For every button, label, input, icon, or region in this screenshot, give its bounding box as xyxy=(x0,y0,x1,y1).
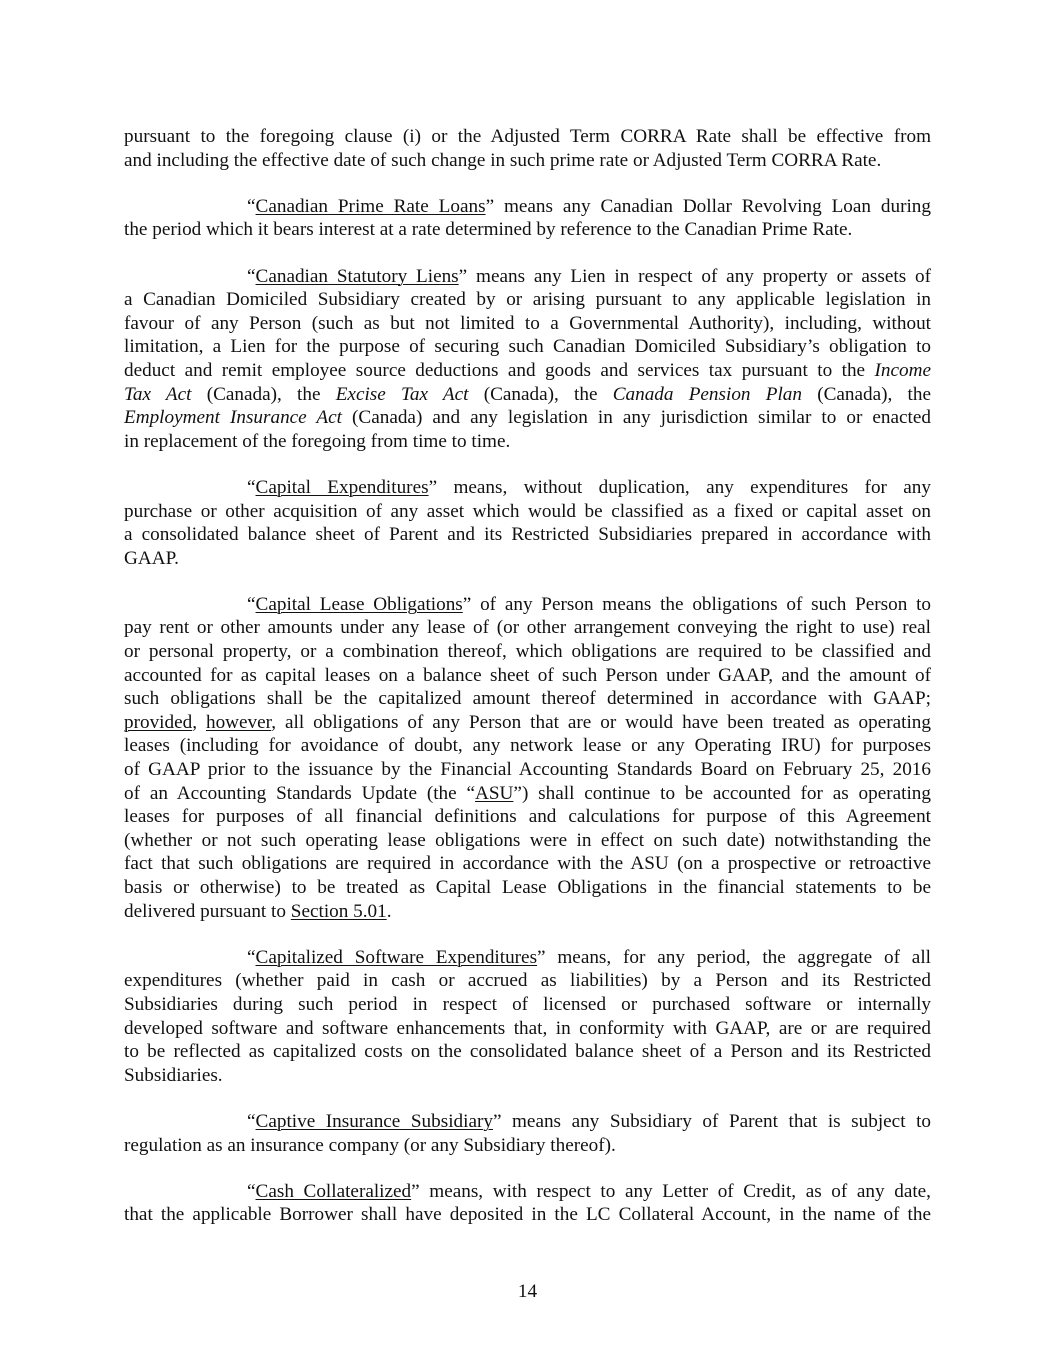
text-run: “ xyxy=(247,1110,256,1132)
statute-title: Canada Pension Plan xyxy=(612,383,802,405)
definition-paragraph xyxy=(124,476,931,570)
text-line xyxy=(124,876,931,900)
text-run: Subsidiaries during such period in respect of licensed or purchased software or internally xyxy=(124,993,931,1015)
text-line xyxy=(124,758,931,782)
statute-title: Employment Insurance Act xyxy=(124,407,342,429)
text-run: a Canadian Domiciled Subsidiary created by or arising pursuant to any applicable legislation in xyxy=(124,289,931,311)
text-line xyxy=(124,734,931,758)
statute-title: Tax Act xyxy=(124,383,192,405)
text-run: “ xyxy=(247,1180,256,1202)
text-run: to be reflected as capitalized costs on the consolidated balance sheet of a Person and its Restricted xyxy=(124,1041,931,1063)
text-line xyxy=(124,1040,931,1064)
text-line xyxy=(124,195,931,219)
text-run: ” means any Subsidiary of Parent that is subject to xyxy=(492,1110,931,1132)
text-line xyxy=(124,1064,931,1088)
text-run: “ xyxy=(247,195,256,217)
text-run: of GAAP prior to the issuance by the Financial Accounting Standards Board on February 25, 2016 xyxy=(124,759,931,781)
text-run: developed software and software enhancements that, in conformity with GAAP, are or are required xyxy=(124,1017,931,1039)
defined-term: ASU xyxy=(475,782,514,804)
document-body xyxy=(124,125,931,1250)
text-line xyxy=(124,664,931,688)
text-line xyxy=(124,1203,931,1227)
text-line xyxy=(124,335,931,359)
text-line xyxy=(124,640,931,664)
definition-paragraph xyxy=(124,1110,931,1157)
text-run: (Canada) and any legislation in any jurisdiction similar to or enacted xyxy=(341,407,931,429)
text-run: ” means, for any period, the aggregate of all xyxy=(537,946,931,968)
text-run: the period which it bears interest at a rate determined by reference to the Canadian Prime Rate. xyxy=(124,219,853,241)
text-line xyxy=(124,687,931,711)
definition-paragraph xyxy=(124,593,931,923)
text-run: (whether or not such operating lease obligations were in effect on such date) notwithstanding the xyxy=(124,829,931,851)
text-run: “ xyxy=(247,946,256,968)
defined-term: Capital Expenditures xyxy=(255,476,429,498)
text-line xyxy=(124,1110,931,1134)
text-run: . xyxy=(386,900,392,922)
text-run: such obligations shall be the capitalized amount thereof determined in accordance with GAAP; xyxy=(124,688,931,710)
text-line xyxy=(124,782,931,806)
text-line xyxy=(124,969,931,993)
text-run: purchase or other acquisition of any asset which would be classified as a fixed or capital asset on xyxy=(124,500,931,522)
text-line xyxy=(124,500,931,524)
defined-term: Section 5.01 xyxy=(290,900,387,922)
text-run: ” means any Canadian Dollar Revolving Loan during xyxy=(485,195,931,217)
text-run: basis or otherwise) to be treated as Capital Lease Obligations in the financial statements to be xyxy=(124,877,931,898)
text-run: leases (including for avoidance of doubt, any network lease or any Operating IRU) for purposes xyxy=(124,735,931,757)
text-line xyxy=(124,547,931,571)
text-run: , xyxy=(192,711,206,733)
text-line xyxy=(124,852,931,876)
text-run: “ xyxy=(247,265,256,287)
text-run: leases for purposes of all financial definitions and calculations for purpose of this Agreement xyxy=(124,806,931,828)
text-run: ” means, without duplication, any expenditures for any xyxy=(428,476,931,498)
text-line xyxy=(124,476,931,500)
text-line xyxy=(124,1134,931,1158)
text-line xyxy=(124,406,931,430)
text-run: delivered pursuant to xyxy=(124,900,291,922)
text-run: GAAP. xyxy=(124,547,179,569)
text-run: a consolidated balance sheet of Parent and its Restricted Subsidiaries prepared in accordance with xyxy=(124,524,931,546)
text-line xyxy=(124,829,931,853)
text-line xyxy=(124,711,931,735)
text-run: favour of any Person (such as but not limited to a Governmental Authority), including, without xyxy=(124,312,931,334)
text-run: “ xyxy=(247,476,256,498)
defined-term: Captive Insurance Subsidiary xyxy=(255,1110,493,1132)
text-line xyxy=(124,359,931,383)
text-run: that the applicable Borrower shall have deposited in the LC Collateral Account, in the name of the xyxy=(124,1204,931,1226)
text-run: (Canada), the xyxy=(468,383,613,405)
text-run: expenditures (whether paid in cash or accrued as liabilities) by a Person and its Restricted xyxy=(124,970,931,992)
text-line xyxy=(124,946,931,970)
text-run: regulation as an insurance company (or any Subsidiary thereof). xyxy=(124,1134,616,1156)
defined-term: Canadian Prime Rate Loans xyxy=(255,195,486,217)
text-line xyxy=(124,383,931,407)
text-line xyxy=(124,900,931,924)
defined-term: Cash Collateralized xyxy=(255,1180,412,1202)
text-line xyxy=(124,523,931,547)
definition-paragraph xyxy=(124,946,931,1088)
text-run: deduct and remit employee source deductions and goods and services tax pursuant to the xyxy=(124,359,875,381)
text-line xyxy=(124,312,931,336)
text-run: pay rent or other amounts under any lease of (or other arrangement conveying the right to use) real xyxy=(124,617,931,639)
text-line xyxy=(124,218,931,242)
text-line xyxy=(124,1017,931,1041)
text-run: in replacement of the foregoing from time to time. xyxy=(124,430,511,452)
text-run: pursuant to the foregoing clause (i) or the Adjusted Term CORRA Rate shall be effective from xyxy=(124,126,931,147)
text-run: fact that such obligations are required in accordance with the ASU (on a prospective or retroactive xyxy=(124,853,931,875)
text-line xyxy=(124,265,931,289)
text-line xyxy=(124,430,931,454)
text-run: ”) shall continue to be accounted for as operating xyxy=(513,782,931,804)
definition-paragraph xyxy=(124,265,931,454)
text-run: accounted for as capital leases on a balance sheet of such Person under GAAP, and the amount of xyxy=(124,664,931,686)
text-run: or personal property, or a combination thereof, which obligations are required to be classified and xyxy=(124,641,931,663)
page-number: 14 xyxy=(517,1281,538,1302)
text-run: ” means, with respect to any Letter of Credit, as of any date, xyxy=(411,1180,931,1202)
text-run: and including the effective date of such change in such prime rate or Adjusted Term CORRA Rate. xyxy=(124,149,882,171)
text-line xyxy=(124,805,931,829)
text-run: (Canada), the xyxy=(191,383,336,405)
text-run: (Canada), the xyxy=(801,383,931,405)
text-line xyxy=(124,593,931,617)
definition-paragraph xyxy=(124,125,931,172)
definition-paragraph xyxy=(124,195,931,242)
defined-term: Capital Lease Obligations xyxy=(255,593,463,615)
text-line xyxy=(124,288,931,312)
defined-term: Canadian Statutory Liens xyxy=(255,265,459,287)
defined-term: provided xyxy=(124,711,193,733)
text-run: Subsidiaries. xyxy=(124,1064,223,1086)
text-line xyxy=(124,1180,931,1204)
text-line xyxy=(124,993,931,1017)
text-line xyxy=(124,125,931,149)
text-line xyxy=(124,616,931,640)
text-run: , all obligations of any Person that are or would have been treated as operating xyxy=(271,711,931,733)
text-run: ” of any Person means the obligations of such Person to xyxy=(462,593,931,615)
defined-term: however xyxy=(205,711,272,733)
text-run: limitation, a Lien for the purpose of securing such Canadian Domiciled Subsidiary’s obligation to xyxy=(124,336,931,358)
text-line xyxy=(124,149,931,173)
definition-paragraph xyxy=(124,1180,931,1227)
defined-term: Capitalized Software Expenditures xyxy=(255,946,538,968)
statute-title: Excise Tax Act xyxy=(335,383,469,405)
text-run: ” means any Lien in respect of any property or assets of xyxy=(458,265,931,287)
text-run: “ xyxy=(247,593,256,615)
text-run: of an Accounting Standards Update (the “ xyxy=(124,782,476,804)
statute-title: Income xyxy=(874,359,931,381)
